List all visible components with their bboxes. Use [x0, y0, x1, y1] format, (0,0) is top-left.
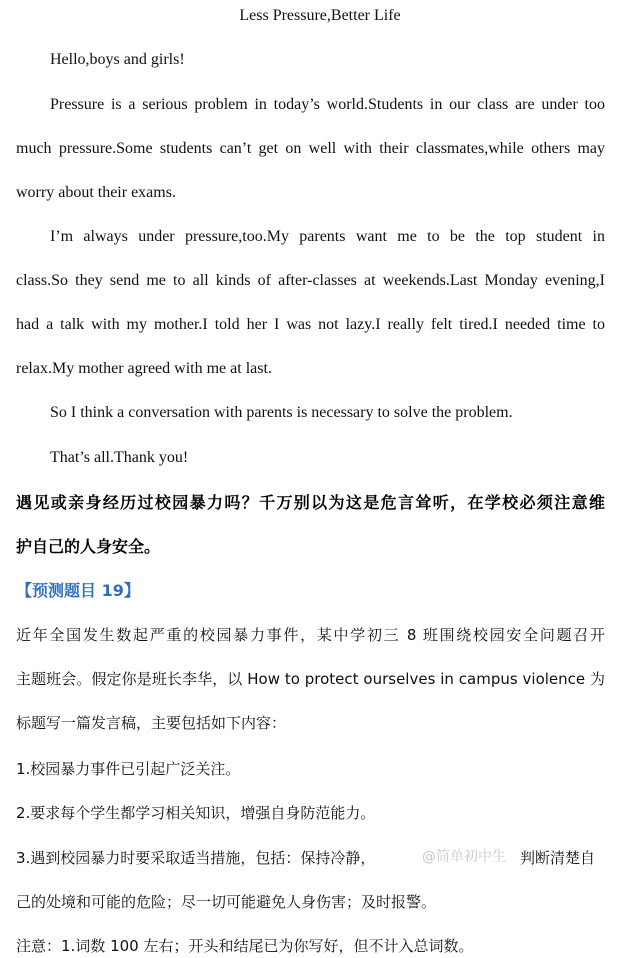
letter-para1-line2: much pressure.Some students can’t get on well with their classmates,while others may — [16, 140, 605, 157]
prediction-item-3-line2: 己的处境和可能的危险；尽一切可能避免人身伤害；及时报警。 — [16, 893, 437, 911]
bold-prompt-line2: 护自己的人身安全。 — [16, 537, 161, 556]
letter-para1-line1: Pressure is a serious problem in today’s world.Students in our class are under too — [50, 96, 605, 113]
prediction-intro-line2: 主题班会。假定你是班长李华，以 How to protect ourselves in campus violence 为 — [16, 670, 605, 688]
letter-para3: So I think a conversation with parents is necessary to solve the problem. — [50, 404, 513, 421]
letter-para2-line1: I’m always under pressure,too.My parents want me to be the top student in — [50, 228, 605, 245]
letter-para2-line3: had a talk with my mother.I told her I was not lazy.I really felt tired.I needed time to — [16, 316, 605, 333]
prediction-note: 注意：1.词数 100 左右；开头和结尾已为你写好，但不计入总词数。 — [16, 937, 474, 955]
letter-para2-line4: relax.My mother agreed with me at last. — [16, 360, 272, 377]
prediction-item-2: 2.要求每个学生都学习相关知识，增强自身防范能力。 — [16, 804, 376, 822]
bold-prompt-line1: 遇见或亲身经历过校园暴力吗？千万别以为这是危言耸听，在学校必须注意维 — [16, 493, 605, 512]
prediction-item-3-line1a: 3.遇到校园暴力时要采取适当措施，包括：保持冷静， — [16, 849, 376, 867]
letter-para2-line2: class.So they send me to all kinds of after-classes at weekends.Last Monday evening,I — [16, 272, 605, 289]
prediction-heading: 【预测题目 19】 — [16, 581, 140, 600]
prediction-intro-line3: 标题写一篇发言稿，主要包括如下内容： — [16, 714, 287, 732]
prediction-item-1: 1.校园暴力事件已引起广泛关注。 — [16, 760, 241, 778]
letter-closing: That’s all.Thank you! — [50, 449, 189, 466]
prediction-intro-line1: 近年全国发生数起严重的校园暴力事件，某中学初三 8 班围绕校园安全问题召开 — [16, 626, 605, 644]
prediction-item-3-line1b: 判断清楚自 — [520, 849, 596, 867]
letter-greeting: Hello,boys and girls! — [50, 51, 185, 68]
letter-title: Less Pressure,Better Life — [239, 7, 401, 24]
watermark-text: @简单初中生 — [422, 849, 506, 865]
letter-para1-line3: worry about their exams. — [16, 184, 176, 201]
